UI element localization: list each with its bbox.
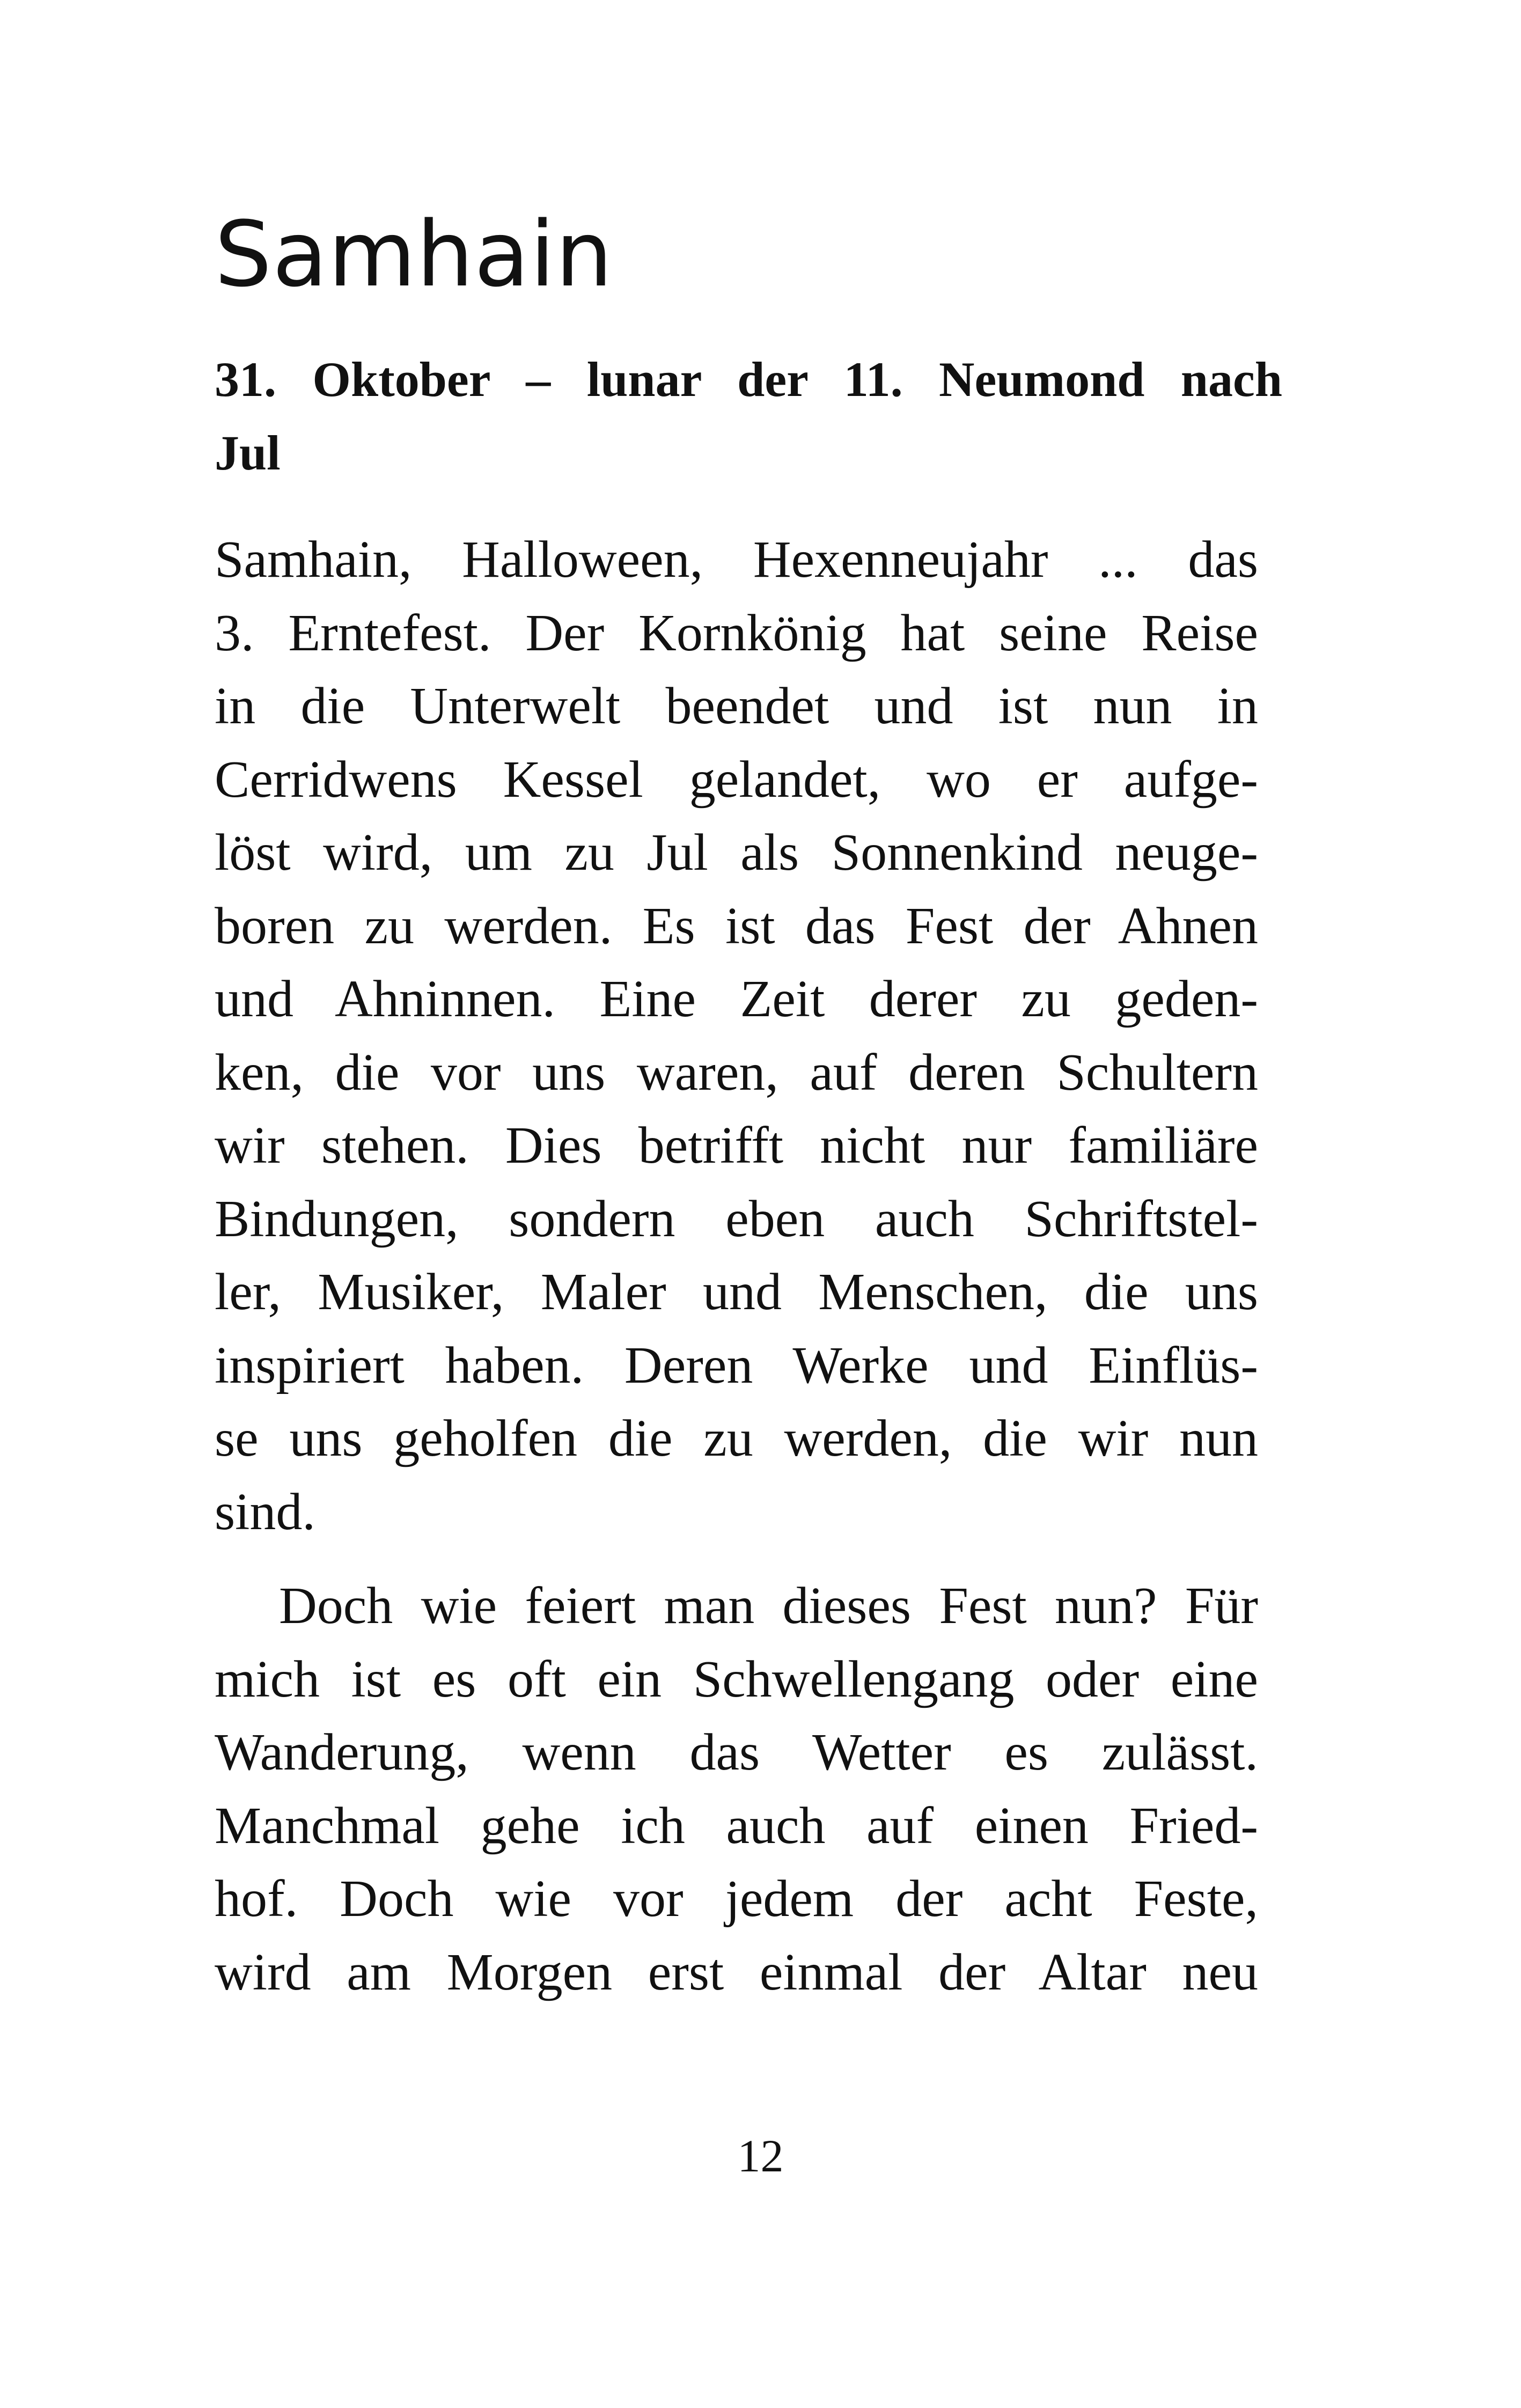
text-line: Manchmal gehe ich auch auf einen Fried- (215, 1796, 1258, 1855)
chapter-title: Samhain (215, 202, 613, 307)
text-line: löst wird, um zu Jul als Sonnenkind neuge- (215, 824, 1258, 882)
text-line: wird am Morgen erst einmal der Altar neu (215, 1943, 1258, 2001)
text-line: und Ahninnen. Eine Zeit derer zu geden- (215, 970, 1258, 1028)
text-line: hof. Doch wie vor jedem der acht Feste, (215, 1870, 1258, 1928)
page-number: 12 (737, 2130, 784, 2182)
text-line: Bindungen, sondern eben auch Schriftstel- (215, 1190, 1258, 1248)
subtitle-line: Jul (215, 425, 281, 480)
text-line: in die Unterwelt beendet und ist nun in (215, 677, 1258, 735)
text-line: 3. Erntefest. Der Kornkönig hat seine Reise (215, 604, 1258, 662)
chapter-subtitle (215, 343, 1282, 490)
text-line: Cerridwens Kessel gelandet, wo er aufge- (215, 750, 1258, 809)
text-line: sind. (215, 1482, 315, 1541)
text-line: Wanderung, wenn das Wetter es zulässt. (215, 1723, 1258, 1781)
text-line: ler, Musiker, Maler und Menschen, die uns (215, 1263, 1258, 1321)
paragraph-2 (215, 1569, 1258, 2009)
text-line: Doch wie feiert man dieses Fest nun? Für (279, 1577, 1258, 1635)
text-line: Samhain, Halloween, Hexenneujahr ... das (215, 531, 1258, 589)
subtitle-line: 31. Oktober – lunar der 11. Neumond nach (215, 352, 1282, 407)
text-line: ken, die vor uns waren, auf deren Schultern (215, 1043, 1258, 1102)
text-line: boren zu werden. Es ist das Fest der Ahnen (215, 897, 1258, 955)
text-line: wir stehen. Dies betrifft nicht nur familiäre (215, 1117, 1258, 1174)
text-line: se uns geholfen die zu werden, die wir nun (215, 1409, 1258, 1467)
paragraph-1 (215, 523, 1258, 1548)
text-line: mich ist es oft ein Schwellengang oder eine (215, 1650, 1258, 1708)
text-line: inspiriert haben. Deren Werke und Einflüs- (215, 1336, 1258, 1394)
